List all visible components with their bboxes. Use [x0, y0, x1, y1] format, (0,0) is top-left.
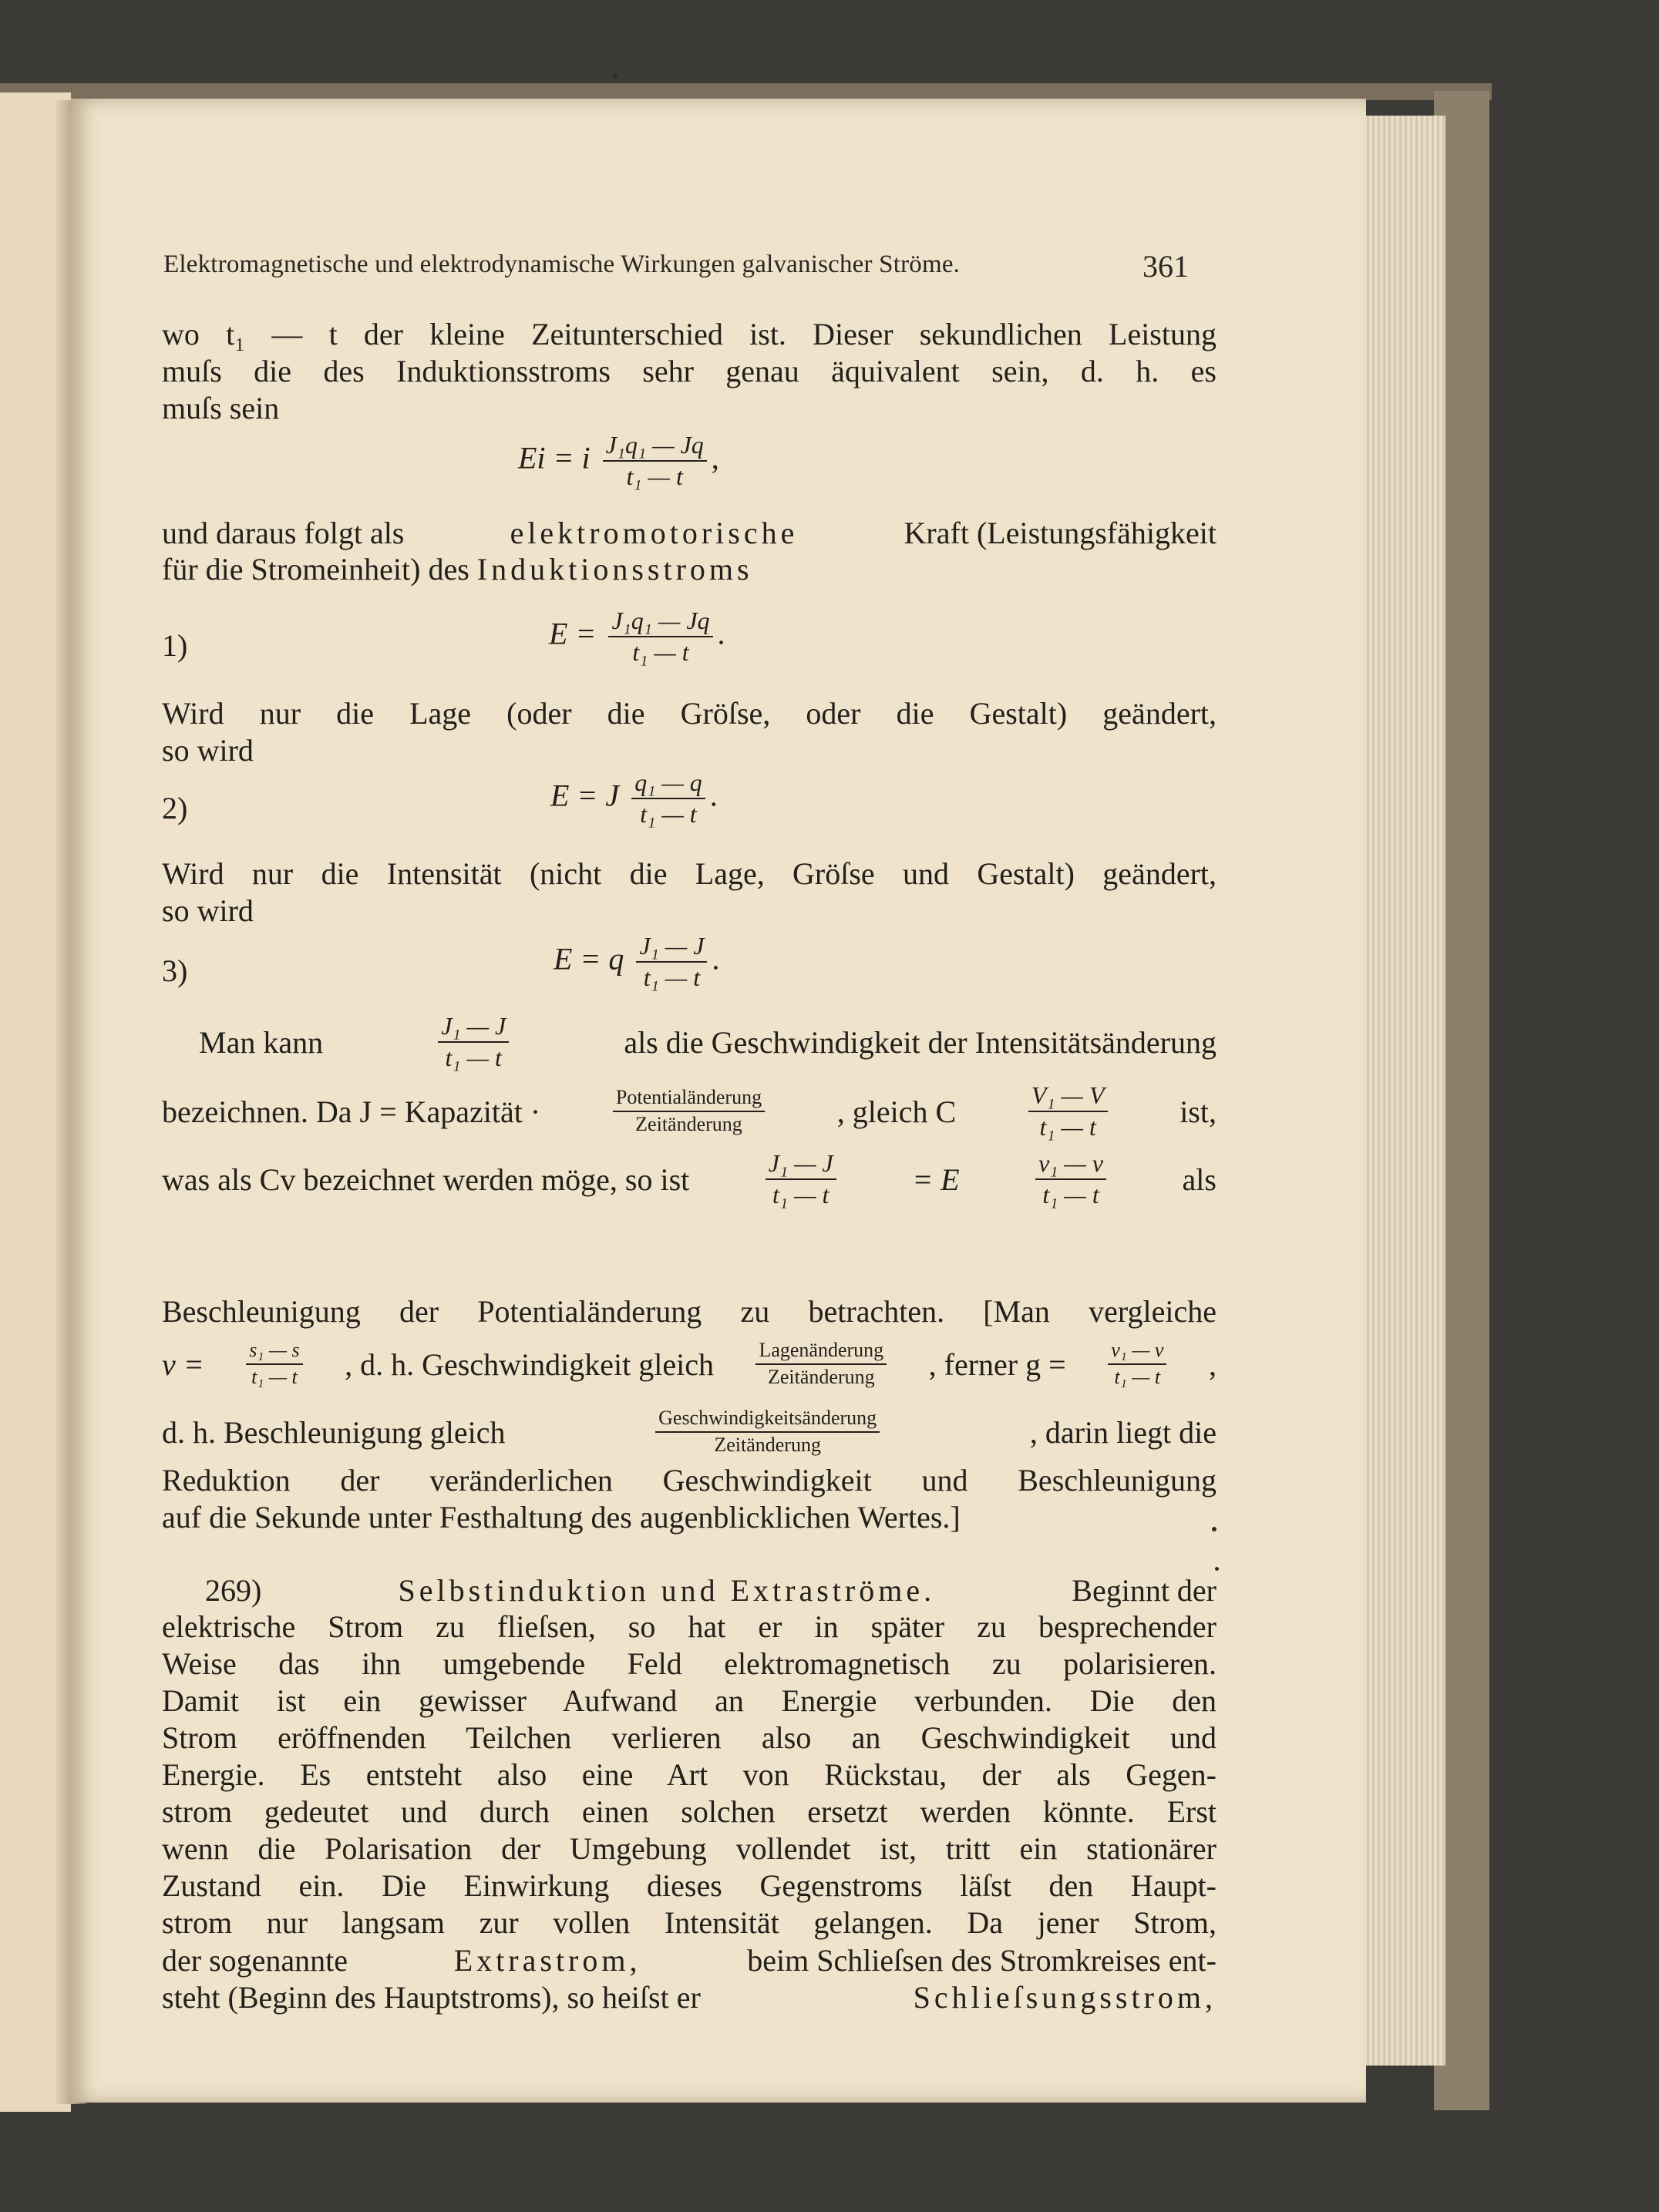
- text-line: der sogenannte Extrastrom, beim Schlieſsen des Stromkreises ent-: [162, 1943, 1216, 1978]
- fraction: $\frac{\text{v₁ — v}}{\text{t₁ — t}}$: [1035, 1150, 1106, 1209]
- page-number: 361: [1142, 249, 1189, 284]
- text-line: für die Stromeinheit) des Induktionsstroms: [162, 552, 753, 587]
- text-line: strom gedeutet und durch einen solchen ersetzt werden könnte. Erst: [162, 1794, 1216, 1829]
- text-line: Wird nur die Lage (oder die Gröſse, oder die Gestalt) geändert,: [162, 696, 1216, 731]
- fraction: $\frac{\text{Geschwindigkeitsänderung}}{\text{Zeitänderung}}$: [655, 1407, 880, 1456]
- text-line: was als Cv bezeichnet werden möge, so ist $\frac{\text{J₁ — J}}{\text{t₁ — t}}$ = E $\frac{\text{v₁ — v}}{\text{t₁ — t}}$ als: [162, 1148, 1216, 1209]
- text-line: und daraus folgt als elektromotorische Kraft (Leistungsfähigkeit: [162, 516, 1216, 550]
- text-line: wo t₁ — t der kleine Zeitunterschied ist. Dieser sekundlichen Leistung: [162, 317, 1216, 351]
- book-page: [71, 99, 1366, 2103]
- text-line: so wird: [162, 893, 254, 928]
- dust-speck: [1215, 1567, 1219, 1571]
- fraction: $\frac{\text{J₁ — J}}{\text{t₁ — t}}$: [636, 933, 707, 991]
- fraction: $\frac{\text{J₁ — J}}{\text{t₁ — t}}$: [438, 1013, 509, 1071]
- equation-emf-position: E = J $\frac{\text{q₁ — q}}{\text{t₁ — t}}$ .: [550, 768, 718, 829]
- book-cover-top-edge: [0, 83, 1492, 100]
- text-line: auf die Sekunde unter Festhaltung des augenblicklichen Wertes.]: [162, 1500, 961, 1535]
- fraction: $\frac{\text{s₁ — s}}{\text{t₁ — t}}$: [246, 1340, 302, 1388]
- fraction: $\frac{\text{J₁ — J}}{\text{t₁ — t}}$: [766, 1150, 836, 1209]
- text-line: Zustand ein. Die Einwirkung dieses Gegenstroms läſst den Haupt-: [162, 1868, 1216, 1903]
- equation-emf: E = $\frac{\text{J₁q₁ — Jq}}{\text{t₁ — t}}$ .: [549, 607, 725, 667]
- text-line: Energie. Es entsteht also eine Art von Rückstau, der als Gegen-: [162, 1757, 1216, 1792]
- equation-number: 1): [162, 628, 188, 663]
- fraction: $\frac{\text{v₁ — v}}{\text{t₁ — t}}$: [1108, 1340, 1166, 1388]
- text-line: v = $\frac{\text{s₁ — s}}{\text{t₁ — t}}$ , d. h. Geschwindigkeit gleich $\frac{\text{Lagenänderung}}{\text{Zeitänderung}}$ , ferner g = $\frac{\text{v₁ — v}}{\text{t₁ — t}}$ ,: [162, 1339, 1216, 1388]
- text-line: Reduktion der veränderlichen Geschwindigkeit und Beschleunigung: [162, 1463, 1216, 1498]
- fraction: $\frac{\text{J₁q₁ — Jq}}{\text{t₁ — t}}$: [603, 432, 707, 490]
- page-stack-edges: [1353, 116, 1445, 2066]
- fraction: $\frac{\text{Potentialänderung}}{\text{Zeitänderung}}$: [613, 1087, 765, 1135]
- text-line: Beschleunigung der Potentialänderung zu betrachten. [Man vergleiche: [162, 1294, 1216, 1329]
- text-line: wenn die Polarisation der Umgebung vollendet ist, tritt ein stationärer: [162, 1831, 1216, 1866]
- text-line: muſs sein: [162, 391, 280, 425]
- equation-number: 2): [162, 791, 188, 825]
- fraction: $\frac{\text{q₁ — q}}{\text{t₁ — t}}$: [631, 769, 705, 828]
- running-header: Elektromagnetische und elektrodynamische Wirkungen galvanischer Ströme.: [163, 250, 961, 278]
- equation-power: Ei = i $\frac{\text{J₁q₁ — Jq}}{\text{t₁ — t}}$ ,: [518, 431, 719, 491]
- text-line: Wird nur die Intensität (nicht die Lage, Gröſse und Gestalt) geändert,: [162, 856, 1216, 891]
- fraction: $\frac{\text{Lagenänderung}}{\text{Zeitänderung}}$: [755, 1340, 887, 1388]
- fraction: $\frac{\text{V₁ — V}}{\text{t₁ — t}}$: [1028, 1082, 1108, 1141]
- paper-speck: [1212, 1527, 1216, 1531]
- text-line: Damit ist ein gewisser Aufwand an Energie verbunden. Die den: [162, 1683, 1216, 1718]
- text-line: 269) Selbstinduktion und Extraströme. Beginnt der: [205, 1573, 1216, 1608]
- text-line: strom nur langsam zur vollen Intensität gelangen. Da jener Strom,: [162, 1905, 1216, 1940]
- text-line: steht (Beginn des Hauptstroms), so heiſst er Schlieſsungsstrom,: [162, 1980, 1216, 2015]
- dust-speck: [613, 73, 617, 78]
- text-line: bezeichnen. Da J = Kapazität · $\frac{\text{Potentialänderung}}{\text{Zeitänderung}}$ , gleich C $\frac{\text{V₁ — V}}{\text{t₁ — t}}$ ist,: [162, 1081, 1216, 1141]
- text-line: Weise das ihn umgebende Feld elektromagnetisch zu polarisieren.: [162, 1646, 1216, 1681]
- text-line: Man kann $\frac{\text{J₁ — J}}{\text{t₁ — t}}$ als die Geschwindigkeit der Intensitätsänderung: [199, 1011, 1216, 1071]
- text-line: Strom eröffnenden Teilchen verlieren also an Geschwindigkeit und: [162, 1720, 1216, 1755]
- text-line: d. h. Beschleunigung gleich $\frac{\text{Geschwindigkeitsänderung}}{\text{Zeitänderung}}$ , darin liegt die: [162, 1407, 1216, 1456]
- equation-emf-intensity: E = q $\frac{\text{J₁ — J}}{\text{t₁ — t}}$ .: [554, 932, 720, 992]
- section-heading: Selbstinduktion und Extraströme.: [398, 1573, 936, 1608]
- text-line: elektrische Strom zu flieſsen, so hat er in später zu besprechender: [162, 1609, 1216, 1644]
- text-line: muſs die des Induktionsstroms sehr genau äquivalent sein, d. h. es: [162, 354, 1216, 388]
- text-line: so wird: [162, 733, 254, 768]
- equation-number: 3): [162, 953, 188, 988]
- fraction: $\frac{\text{J₁q₁ — Jq}}{\text{t₁ — t}}$: [608, 607, 712, 666]
